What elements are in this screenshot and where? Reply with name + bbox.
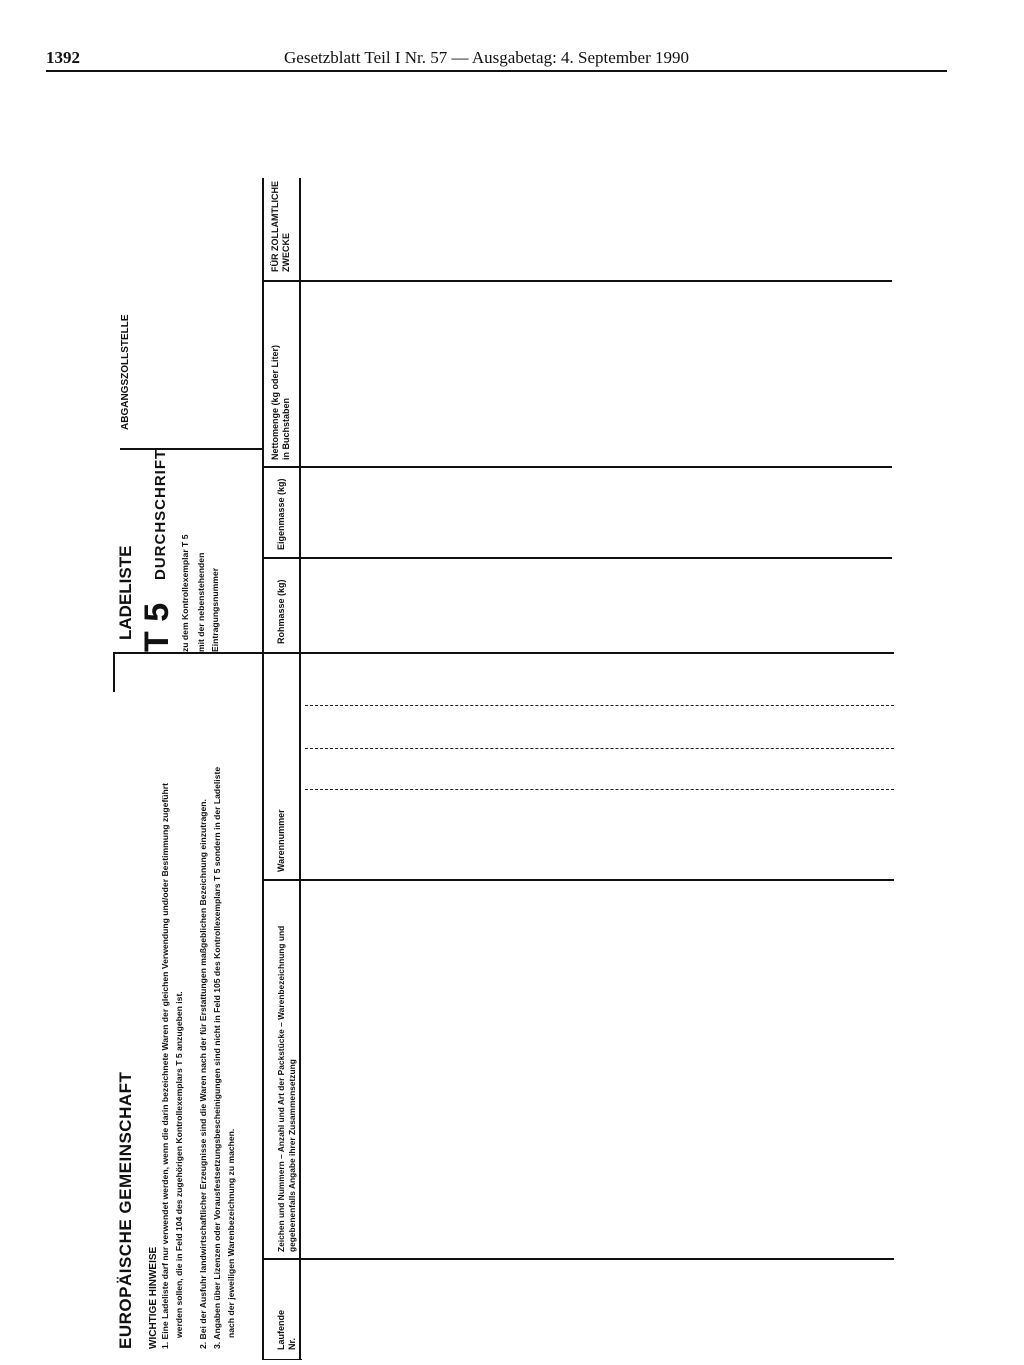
col-eigenmasse: Eigenmasse (kg) [276,478,286,550]
warennummer-dash-3 [305,789,894,790]
notes-heading: WICHTIGE HINWEISE [148,1246,159,1349]
note-line-3: 2. Bei der Ausfuhr landwirtschaftlicher Erzeugnisse sind die Waren nach der für Erstattungen maßgeblichen Bezeichnung einzutragen. [198,799,208,1349]
divider-nettomenge [262,466,892,468]
header-rule [46,70,947,72]
divider-warennummer [262,879,894,881]
table-header-right-border [299,178,301,1360]
page-header [46,48,946,70]
durchschrift-label: DURCHSCHRIFT [152,448,169,580]
header-panel-divider [118,450,120,452]
t5-label: T 5 [138,602,176,652]
org-title: EUROPÄISCHE GEMEINSCHAFT [116,1071,135,1349]
note-line-2: werden sollen, die in Feld 104 des zugehörigen Kontrollexemplars T 5 anzugeben ist. [174,991,184,1338]
col-zollamtliche-2: ZWECKE [281,233,291,272]
t5-subtext-2: mit der nebenstehenden [196,552,206,652]
warennummer-dash-1 [305,705,894,706]
note-line-4: 3. Angaben über Lizenzen oder Vorausfestsetzungsbescheinigungen sind nicht in Feld 105 des Kontrollexemplars T 5 sondern in der Ladeliste [212,766,222,1349]
note-line-5: nach der jeweiligen Warenbezeichnung zu machen. [226,1128,236,1338]
col-rohmasse: Rohmasse (kg) [276,579,286,644]
t5-subtext-3: Eintragungsnummer [210,567,220,652]
col-nettomenge-1: Nettomenge (kg oder Liter) [270,344,280,460]
col-laufende-nr-1: Laufende [276,1309,286,1350]
col-warennummer: Warennummer [276,809,286,872]
ladeliste-divider [113,652,115,692]
table-header-left-border [262,450,264,1360]
col-zeichen-1: Zeichen und Nummern – Anzahl und Art der Packstücke – Warenbezeichnung und [276,925,286,1252]
t5-subtext-1: zu dem Kontrollexemplar T 5 [180,534,190,652]
col-zeichen-2: gegebenenfalls Angabe ihrer Zusammensetzung [287,1059,297,1252]
warennummer-dash-2 [305,748,894,749]
col-nettomenge-2: in Buchstaben [281,397,291,460]
divider-zollamtliche [262,280,892,282]
running-title: Gesetzblatt Teil I Nr. 57 — Ausgabetag: 4. September 1990 [284,48,689,67]
abgangszollstelle-label: ABGANGSZOLLSTELLE [120,314,131,430]
table-bottom-edge [262,1359,302,1360]
col-zollamtliche-1: FÜR ZOLLAMTLICHE [270,181,280,272]
note-line-1: 1. Eine Ladeliste darf nur verwendet werden, wenn die darin bezeichnete Waren der gleichen Verwendung und/oder Bestimmung zugeführt [160,782,170,1349]
page-number: 1392 [46,48,80,67]
divider-rohmasse [113,652,894,654]
abgang-box-right [262,178,264,450]
col-laufende-nr-2: Nr. [287,1337,297,1350]
abgang-box-bottom [120,448,263,450]
divider-zeichen [262,1258,894,1260]
divider-eigenmasse [262,557,892,559]
ladeliste-label: LADELISTE [116,545,135,640]
